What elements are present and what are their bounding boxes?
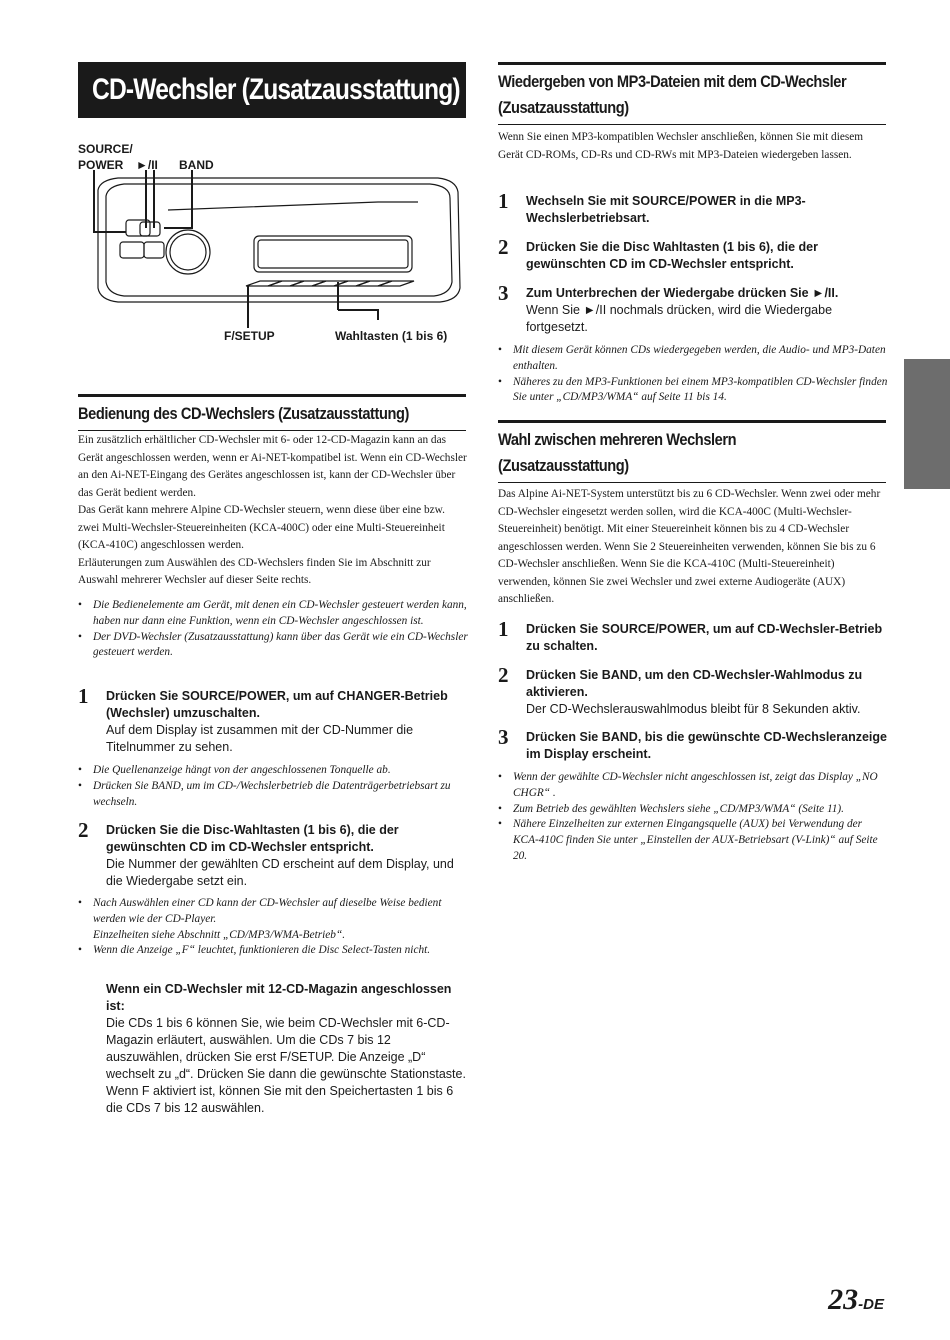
mp3-step-2: 2 Drücken Sie die Disc Wahltasten (1 bis 6), die der gewünschten CD im CD-Wechsler entspricht. [498, 235, 818, 271]
mp3-step-1: 1 Wechseln Sie mit SOURCE/POWER in die MP3-Wechslerbetriebsart. [498, 189, 806, 225]
section-heading-bedienung: Bedienung des CD-Wechslers (Zusatzausstattung) [78, 394, 466, 427]
figure-label-source: SOURCE/ [78, 142, 133, 156]
notes-list-3: • Nach Auswählen einer CD kann der CD-Wechsler auf dieselbe Weise bedient werden wie der CD-Player. Einzelheiten siehe Abschnitt „CD/MP3/WMA-Betrieb“. • Wenn die Anzeige „F“ leuchtet, funktionieren die Disc Select-Tasten nicht. [78, 897, 442, 957]
wahl-intro-paragraph: Das Alpine Ai-NET-System unterstützt bis zu 6 CD-Wechsler. Wenn zwei oder mehr CD-Wechsler eingesetzt werden sollen, wird die KCA-400C (Multi-Wechsler-Steuereinheit) benötigt. Mit einer Steuereinheit können bis zu 4 CD-Wechsler angeschlossen werden. Wenn Sie 2 Steuereinheiten verwenden, können Sie bis zu 6 CD-Wechsler anschließen. Wenn Sie die KCA-410C (Multi-Steuereinheit) verwenden, können Sie zwei Wechsler und zwei externe Audiogeräte (AUX) anschließen. [498, 488, 881, 605]
section-heading-mp3: Wiedergeben von MP3-Dateien mit dem CD-Wechsler (Zusatzausstattung) [498, 62, 886, 121]
wahl-step-3: 3 Drücken Sie BAND, bis die gewünschte CD-Wechsleranzeige im Display erscheint. [498, 725, 887, 761]
figure-label-fsetup: F/SETUP [224, 329, 275, 343]
figure-label-wahltasten: Wahltasten (1 bis 6) [335, 329, 448, 343]
mp3-notes-list: • Mit diesem Gerät können CDs wiedergegeben werden, die Audio- und MP3-Daten enthalten. • Näheres zu den MP3-Funktionen bei einem MP3-kompatiblen CD-Wechsler finden Sie unter „CD/MP3/WMA“ auf Seite 11 bis 14. [498, 344, 888, 404]
chapter-side-tab [904, 359, 950, 489]
magazin-block: Wenn ein CD-Wechsler mit 12-CD-Magazin angeschlossen ist: Die CDs 1 bis 6 können Sie, wie beim CD-Wechsler mit 6-CD-Magazin erläutert, auswählen. Um die CDs 7 bis 12 auszuwählen, drücken Sie erst F/SETUP. Die Anzeige „D“ wechselt zu „d“. Drücken Sie dann die gewünschte Stationstaste. Wenn F aktiviert ist, können Sie mit den Speichertasten 1 bis 6 die CDs 7 bis 12 auswählen. [106, 982, 466, 1115]
wahl-step-1: 1 Drücken Sie SOURCE/POWER, um auf CD-Wechsler-Betrieb zu schalten. [498, 617, 883, 653]
page-number: 23-DE [828, 1283, 884, 1316]
wahl-notes-list: • Wenn der gewählte CD-Wechsler nicht angeschlossen ist, zeigt das Display „NO CHGR“ . • Zum Betrieb des gewählten Wechslers siehe „CD/MP3/WMA“ (Seite 11). • Nähere Einzelheiten zur externen Eingangsquelle (AUX) bei Verwendung der KCA-410C finden Sie unter „Einstellen der AUX-Betriebsart (V-Link)“ auf Seite 20. [498, 771, 878, 862]
step-1: 1 Drücken Sie SOURCE/POWER, um auf CHANGER-Betrieb (Wechsler) umzuschalten. Auf dem Display ist zusammen mit der CD-Nummer die Titelnummer zu sehen. [78, 684, 448, 754]
intro-paragraph: Ein zusätzlich erhältlicher CD-Wechsler mit 6- oder 12-CD-Magazin kann an das Gerät angeschlossen werden, wenn er Ai-NET-kompatibel ist. Wenn ein CD-Wechsler an den Ai-NET-Eingang des Gerätes angeschlossen ist, kann der CD-Wechsler über das Gerät bedient werden. Das Gerät kann mehrere Alpine CD-Wechsler steuern, wenn diese über eine bzw. zwei Multi-Wechsler-Steuereinheiten (KCA-400C) oder eine Multi-Steuereinheit (KCA-410C) angeschlossen werden. Erläuterungen zum Auswählen des CD-Wechslers finden Sie im Abschnitt zur Auswahl mehrerer Wechsler auf dieser Seite rechts. [78, 434, 467, 586]
mp3-step-3: 3 Zum Unterbrechen der Wiedergabe drücken Sie ►/II. Wenn Sie ►/II nochmals drücken, wird die Wiedergabe fortgesetzt. [498, 281, 839, 334]
figure-label-band: BAND [179, 158, 214, 172]
car-stereo-illustration [78, 170, 468, 330]
mp3-intro-paragraph: Wenn Sie einen MP3-kompatiblen Wechsler anschließen, können Sie mit diesem Gerät CD-ROMs, CD-Rs und CD-RWs mit MP3-Dateien wiedergeben lassen. [498, 131, 864, 161]
figure-label-play-pause: ►/II [136, 158, 158, 172]
wahl-step-2: 2 Drücken Sie BAND, um den CD-Wechsler-Wahlmodus zu aktivieren. Der CD-Wechslerauswahlmodus bleibt für 8 Sekunden aktiv. [498, 663, 863, 716]
notes-list-2: • Die Quellenanzeige hängt von der angeschlossenen Tonquelle ab. • Drücken Sie BAND, um im CD-/Wechslerbetrieb die Datenträgerbetriebsart zu wechseln. [78, 764, 451, 808]
section-heading-wahl: Wahl zwischen mehreren Wechslern (Zusatzausstattung) [498, 420, 886, 479]
figure-label-power: POWER [78, 158, 124, 172]
notes-list-1: • Die Bedienelemente am Gerät, mit denen ein CD-Wechsler gesteuert werden kann, haben nur dann eine Funktion, wenn ein CD-Wechsler angeschlossen ist. • Der DVD-Wechsler (Zusatzausstattung) kann über das Gerät wie ein CD-Wechsler gesteuert werden. [78, 599, 468, 659]
step-2: 2 Drücken Sie die Disc-Wahltasten (1 bis 6), die der gewünschten CD im CD-Wechsler entspricht. Die Nummer der gewählten CD erscheint auf dem Display, und die Wiedergabe setzt ein. [78, 818, 454, 888]
page-title: CD-Wechsler (Zusatzausstattung) [78, 62, 466, 118]
